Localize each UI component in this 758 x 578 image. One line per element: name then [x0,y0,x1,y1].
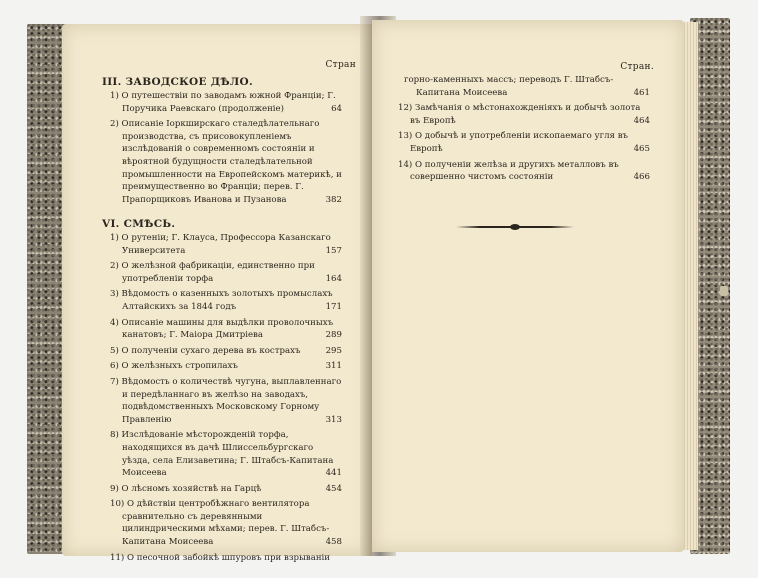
list-item [110,360,342,373]
entry-text: 6) О желѣзныхъ стропилахъ [110,361,238,372]
entry-text: 12) Замѣчанія о мѣстонахожденіяхъ и добычѣ золота въ Европѣ [398,103,641,126]
page-column-header: Стран [325,60,356,70]
list-item [110,498,342,548]
list-item [110,429,342,479]
entry-text: 4) Описаніе машины для выдѣлки проволочныхъ канатовъ; Г. Маіора Дмитріева [110,317,334,341]
ornamental-divider [456,224,574,230]
entry-text: 14) О полученіи желѣза и другихъ металловъ въ совершенно чистомъ состояніи [398,159,619,183]
section-heading-iii: III. ЗАВОДСКОЕ ДѢЛО. [102,76,253,88]
list-item [398,159,650,184]
bookmark-tab [720,286,728,296]
entry-text: горно-каменныхъ массъ; переводъ Г. Штабсъ-Капитана Моисеева [404,75,614,98]
entry-text: 1) О рутеніи; Г. Клауса, Профессора Казанскаго Университета [110,233,331,256]
entry-text: 3) Вѣдомость о казенныхъ золотыхъ промыслахъ Алтайскихъ за 1844 годъ [110,289,333,312]
entry-text: 7) Вѣдомость о количествѣ чугуна, выплавленнаго и передѣланнаго въ желѣзо на заводахъ, подвѣдомственныхъ Московскому Горному Правленію [110,376,342,425]
list-item [110,260,342,285]
list-item [398,74,650,99]
entry-text: 10) О дѣйствіи центробѣжнаго вентилятора сравнительно съ деревянными цилиндрическими мѣхами; перев. Г. Штабсъ-Капитана Моисеева [110,499,330,548]
list-item [398,102,650,127]
entry-page: 441 [325,468,342,479]
list-item [110,118,342,206]
section-iii-entries [110,90,342,209]
list-item [110,376,342,426]
entry-page: 157 [325,245,342,256]
right-page [372,20,684,552]
entry-text: 1) О путешествіи по заводамъ южной Франціи; Г. Поручика Раевскаго (продолженіе) [110,91,336,114]
section-vi-entries [110,232,342,567]
entry-page: 295 [325,345,342,356]
page-column-header: Стран. [620,62,654,72]
list-item [110,483,342,496]
left-page [62,24,372,563]
entry-page: 458 [325,537,342,548]
section-heading-vi: VI. СМѢСЬ. [102,218,176,230]
entry-page: 464 [633,115,650,126]
list-item [110,288,342,313]
list-item [110,345,342,358]
list-item [110,552,342,565]
entry-page: 311 [325,361,342,372]
entry-page: 466 [633,172,650,183]
entry-text: 2) О желѣзной фабрикаціи, единственно при употребленіи торфа [110,261,315,284]
list-item [398,130,650,155]
entry-page: 461 [633,87,650,98]
entry-page: 454 [325,483,342,494]
entry-text: 9) О лѣсномъ хозяйствѣ на Гарцѣ [110,483,262,494]
right-page-entries [398,74,650,187]
book-cover-left [27,24,67,554]
entry-text: 5) О полученіи сухаго дерева въ кострахъ [110,345,301,356]
entry-page: 465 [633,143,650,154]
entry-page: 171 [325,301,342,312]
list-item [110,232,342,257]
entry-page: 289 [325,330,342,341]
entry-page: 313 [325,414,342,425]
entry-text: 2) Описаніе Іоркширскаго сталедѣлательнаго производства, съ присовокупленіемъ изслѣдованій о современномъ состояніи и вѣроятной будущности сталедѣлательной промышленности на Европейскомъ материкѣ, и преимущественно во Франціи; перев. Г. Прапорщиковъ Иванова и Пузанова [110,119,342,205]
entry-text: 13) О добычѣ и употребленіи ископаемаго угля въ Европѣ [398,131,629,154]
entry-text: 8) Изслѣдованіе мѣсторожденій торфа, находящихся въ дачѣ Шлиссельбургскаго уѣзда, села Елизаветина; Г. Штабсъ-Капитана Моисеева [110,430,334,479]
list-item [110,317,342,342]
entry-text: 11) О песочной забойкѣ шпуровъ при взрываніи [110,552,331,563]
entry-page: 164 [325,273,342,284]
entry-page: 382 [325,194,342,205]
list-item [110,90,342,115]
entry-page: 64 [331,103,342,114]
